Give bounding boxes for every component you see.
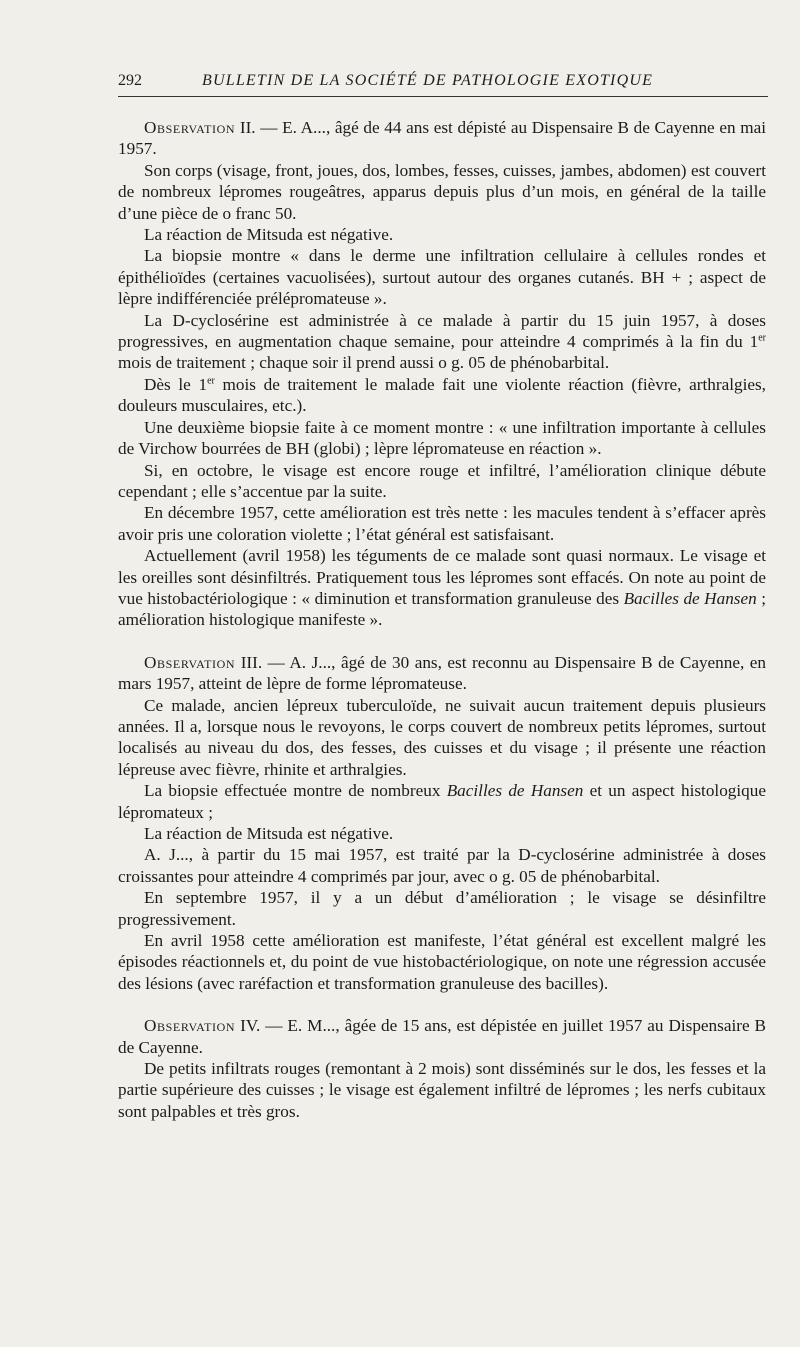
species-name: Bacilles de Hansen (623, 588, 757, 608)
observation-4 (118, 1015, 766, 1122)
paragraph: Ce malade, ancien lépreux tuberculoïde, ne suivait aucun traitement depuis plusieurs années. Il a, lorsque nous le revoyons, le corps couvert de nombreux petits lépromes, surtout localisés au niveau du dos, des fesses, des cuisses et du visage ; il présente une réaction lépreuse avec fièvre, rhinite et arthralgies. (118, 695, 766, 779)
paragraph (118, 780, 766, 823)
observation-heading (118, 652, 766, 695)
observation-heading (118, 117, 766, 160)
observation-number: III. (240, 652, 263, 672)
paragraph: La réaction de Mitsuda est négative. (144, 824, 394, 843)
paragraph (118, 545, 766, 631)
paragraph: Une deuxième biopsie faite à ce moment montre : « une infiltration importante à cellules de Virchow bourrées de BH (globi) ; lèpre lépromateuse en réaction ». (118, 417, 766, 459)
paragraph: Si, en octobre, le visage est encore rouge et infiltré, l’amélioration clinique débute cependant ; elle s’accentue par la suite. (118, 460, 766, 501)
paragraph: De petits infiltrats rouges (remontant à 2 mois) sont disséminés sur le dos, les fesses et la partie supérieure des cuisses ; le visage est également infiltré de lépromes ; les nerfs cubitaux sont palpables et très gros. (118, 1059, 766, 1121)
text-run: Actuellement (avril 1958) les téguments de ce malade sont quasi normaux. Le visage et les oreilles sont désinfiltrés. Pratiquement tous les lépromes sont effacés. On note au point de vue histobactériologique : « diminution et transformation granuleuse des (118, 546, 766, 608)
text-run: ; amélioration histologique manifeste ». (118, 588, 766, 630)
paragraph: En septembre 1957, il y a un début d’amélioration ; le visage se désinfiltre progressivement. (118, 888, 766, 929)
observation-number: II. (239, 118, 256, 137)
paragraph (118, 374, 766, 417)
paragraph: En décembre 1957, cette amélioration est très nette : les macules tendent à s’effacer après avoir pris une coloration violette ; l’état général est satisfaisant. (118, 503, 766, 544)
page-number: 292 (118, 72, 142, 89)
observation-number: IV. (240, 1016, 261, 1036)
observation-2 (118, 117, 766, 631)
observation-3 (118, 652, 766, 995)
observation-label: Observation (144, 1016, 236, 1036)
observation-intro: — E. A..., âgé de 44 ans est dépisté au Dispensaire B de Cayenne en mai 1957. (118, 118, 766, 159)
observation-heading (118, 1015, 766, 1058)
article-body (118, 117, 766, 1143)
species-name: Bacilles de Hansen (446, 781, 584, 801)
paragraph: La biopsie montre « dans le derme une infiltration cellulaire à cellules rondes et épithélioïdes (certaines vacuolisées), surtout autour des organes cutanés. BH + ; aspect de lèpre indifférenciée prélépromateuse ». (118, 246, 766, 309)
paragraph (118, 310, 766, 374)
paragraph: Son corps (visage, front, joues, dos, lombes, fesses, cuisses, jambes, abdomen) est couvert de nombreux lépromes rougeâtres, apparus depuis plus d’un mois, en général de la taille d’une pièce de o franc 50. (118, 160, 766, 223)
text-run: La D-cyclosérine est administrée à ce malade à partir du 15 juin 1957, à doses progressives, en augmentation chaque semaine, pour atteindre 4 comprimés à la fin du 1 (118, 310, 766, 352)
paragraph: A. J..., à partir du 15 mai 1957, est traité par la D-cyclosérine administrée à doses croissantes pour atteindre 4 comprimés par jour, avec o g. 05 de phénobarbital. (118, 845, 766, 886)
observation-label: Observation (144, 652, 236, 672)
superscript: er (207, 375, 215, 387)
page-header (118, 72, 768, 97)
text-run: mois de traitement ; chaque soir il prend aussi o g. 05 de phénobarbital. (118, 353, 610, 373)
observation-label: Observation (144, 118, 236, 137)
running-title: BULLETIN DE LA SOCIÉTÉ DE PATHOLOGIE EXOTIQUE (202, 72, 654, 89)
text-run: La biopsie effectuée montre de nombreux (144, 781, 447, 801)
text-run: et un aspect histologique lépromateux ; (118, 781, 766, 822)
text-run: mois de traitement le malade fait une violente réaction (fièvre, arthralgies, douleurs musculaires, etc.). (118, 374, 766, 416)
paragraph: La réaction de Mitsuda est négative. (144, 225, 394, 245)
text-run: Dès le 1 (144, 374, 208, 394)
superscript: er (758, 332, 766, 344)
observation-intro: — E. M..., âgée de 15 ans, est dépistée en juillet 1957 au Dispensaire B de Cayenne. (118, 1016, 766, 1057)
observation-intro: — A. J..., âgé de 30 ans, est reconnu au Dispensaire B de Cayenne, en mars 1957, atteint de lèpre de forme lépromateuse. (118, 652, 767, 694)
paragraph: En avril 1958 cette amélioration est manifeste, l’état général est excellent malgré les épisodes réactionnels et, du point de vue histobactériologique, on note une régression accusée des lésions (avec raréfaction et transformation granuleuse des bacilles). (118, 931, 766, 993)
